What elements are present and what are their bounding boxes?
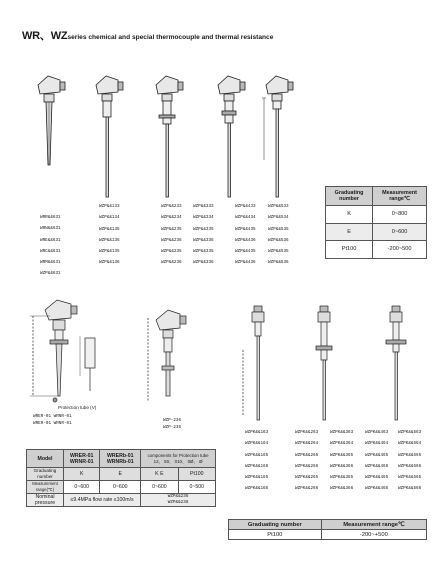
model-label: WZPK&&565 — [398, 475, 422, 481]
model-label: WZPK&&563 — [398, 430, 422, 435]
top-models-col-2 — [99, 201, 120, 269]
top-thermocouple-drawings — [30, 70, 310, 200]
model-label: WZPK&&163 — [245, 430, 269, 435]
model-label: WZPK&&266 — [295, 486, 319, 492]
bottom-models-col-3 — [330, 427, 353, 495]
model-label: WZPK&&565 — [398, 452, 422, 458]
model-label: WRC&&631 — [40, 248, 61, 254]
model-label: WZP&&534 — [268, 215, 289, 221]
top-models-col-3 — [161, 201, 182, 269]
model-label: WRER-01 WRNR-01 — [33, 414, 72, 419]
table-row: Model WRER-01 WRNR-01 WRERb-01 WRNRb-01 components for Protection tube 12、 50、 010、 0Ø、 Ø — [27, 450, 216, 468]
bottom-models-col-2 — [295, 427, 318, 495]
page-title — [22, 26, 273, 44]
table-row: Pt100 -200~500 — [326, 241, 427, 259]
model-label: WZPK&&265 — [295, 452, 319, 458]
left-mid-models — [33, 413, 72, 427]
model-label: WZPK&&264 — [295, 441, 319, 447]
model-label: WZPK&&165 — [245, 452, 269, 458]
model-label: WZP&&135 — [99, 249, 120, 255]
model-label: WZP&&136 — [99, 260, 120, 266]
thermocouple-drawing-2 — [96, 76, 123, 197]
model-label: WZPK&&364 — [330, 441, 354, 447]
model-label: WZP&&234 — [161, 215, 182, 221]
thermocouple-drawing-3 — [156, 76, 183, 197]
table-row: Graduating number K E K E Pt100 — [27, 468, 216, 481]
model-label: WZP&&133 — [99, 204, 120, 209]
bottom-models-col-5 — [398, 427, 421, 495]
model-label: WZP&&434 — [235, 215, 256, 221]
thermocouple-drawing-6 — [243, 306, 264, 420]
model-label: WZP&&235 — [161, 249, 182, 255]
thermocouple-drawing-7 — [316, 306, 332, 420]
model-label: WZP&&336 — [193, 260, 214, 266]
model-label: WZP-236 — [163, 418, 182, 423]
model-label: WZPK&&166 — [245, 486, 269, 492]
protection-tube-drawing — [25, 296, 115, 408]
model-label: WZP&&235 — [161, 226, 182, 232]
top-models-col-5 — [235, 201, 256, 269]
model-label: WZP&&536 — [268, 237, 289, 243]
model-label: WZPK&&464 — [365, 441, 389, 447]
model-label: WZP&&536 — [268, 260, 289, 266]
thermocouple-drawing-5 — [262, 76, 293, 197]
protection-tube-caption: Protection tube (V) — [58, 405, 97, 410]
model-label: WZP&&134 — [99, 215, 120, 221]
table-row: Graduating number Measurement range℃ — [229, 520, 427, 530]
model-label: WZP&&334 — [193, 215, 214, 221]
model-label: WZPK&&463 — [365, 430, 389, 435]
model-label: WZP&&233 — [161, 204, 182, 209]
model-label: WZP&&135 — [99, 226, 120, 232]
model-label: WRN&&631 — [40, 226, 61, 232]
grading-header-range: Measurement range℃ — [373, 187, 427, 206]
mid-models — [163, 417, 181, 431]
title-main: WR、WZ — [22, 30, 68, 42]
model-label: WZP&&436 — [235, 260, 256, 266]
model-label: WRM&&631 — [40, 260, 61, 266]
model-label: WZP&&535 — [268, 226, 289, 232]
bottom-thermocouple-drawings — [228, 300, 428, 426]
model-label: WZPK&&166 — [245, 463, 269, 469]
model-label: WZP&&436 — [235, 237, 256, 243]
model-label: WRR&&631 — [40, 215, 61, 220]
top-models-col-4 — [193, 201, 214, 269]
model-label: WZP&&433 — [235, 204, 256, 209]
model-label: WZP&&136 — [99, 237, 120, 243]
model-label: WZP&&335 — [193, 249, 214, 255]
top-models-col-1 — [40, 212, 61, 280]
table-row: K 0~800 — [326, 206, 427, 224]
model-label: WZPK&&263 — [295, 430, 319, 435]
model-spec-table — [26, 449, 216, 507]
bottom-range-table — [228, 519, 427, 540]
top-models-col-6 — [268, 201, 289, 269]
model-label: WZPK&&165 — [245, 475, 269, 481]
model-label: WRER-01 WRNR-01 — [33, 421, 72, 426]
model-label: WZPK&&365 — [330, 452, 354, 458]
model-label: WZPK&&566 — [398, 463, 422, 469]
model-label: WZPK&&564 — [398, 441, 422, 447]
thermocouple-drawing-8 — [386, 306, 406, 420]
model-label: WZP&&435 — [235, 226, 256, 232]
model-label: WZP&&535 — [268, 249, 289, 255]
model-label: WZP&&333 — [193, 204, 214, 209]
model-label: WZP&&336 — [193, 237, 214, 243]
grading-header-number: Graduating number — [326, 187, 373, 206]
model-label: WZP&&435 — [235, 249, 256, 255]
table-row: E 0~600 — [326, 223, 427, 241]
model-label: WZP&&335 — [193, 226, 214, 232]
thermocouple-drawing-4 — [218, 76, 245, 197]
title-sub: series chemical and special thermocouple and thermal resistance — [67, 34, 274, 41]
model-label: WZPK&&466 — [365, 486, 389, 492]
table-row: Pt100 -200~+500 — [229, 530, 427, 540]
grading-table — [325, 186, 427, 259]
model-label: WZPK&&265 — [295, 475, 319, 481]
model-label: WZPK&&366 — [330, 486, 354, 492]
model-label: WZPK&&266 — [295, 463, 319, 469]
table-row: Nominal pressure ≤9.4MPa flow rate ≤100m/s WZP&&236 WZP&&236 — [27, 494, 216, 507]
model-label: WZP&&236 — [161, 237, 182, 243]
bottom-models-col-1 — [245, 427, 268, 495]
model-label: WZPK&&566 — [398, 486, 422, 492]
model-label: WZP&&631 — [40, 271, 61, 277]
model-label: WRE&&631 — [40, 237, 61, 243]
model-label: WZPK&&366 — [330, 463, 354, 469]
model-label: WZP&&236 — [161, 260, 182, 266]
model-label: WZPK&&466 — [365, 463, 389, 469]
thermocouple-drawing-1 — [38, 76, 65, 165]
model-label: WZPK&&465 — [365, 452, 389, 458]
model-label: WZPK&&363 — [330, 430, 354, 435]
bottom-models-col-4 — [365, 427, 388, 495]
model-label: WZPK&&465 — [365, 475, 389, 481]
model-label: WZPK&&164 — [245, 441, 269, 447]
mid-thermocouple-drawing — [140, 306, 200, 416]
table-row: Measurement range(℃) 0~600 0~600 0~600 0~500 — [27, 481, 216, 494]
model-label: WZP&&533 — [268, 204, 289, 209]
model-label: WZP-236 — [163, 425, 182, 430]
model-label: WZPK&&365 — [330, 475, 354, 481]
